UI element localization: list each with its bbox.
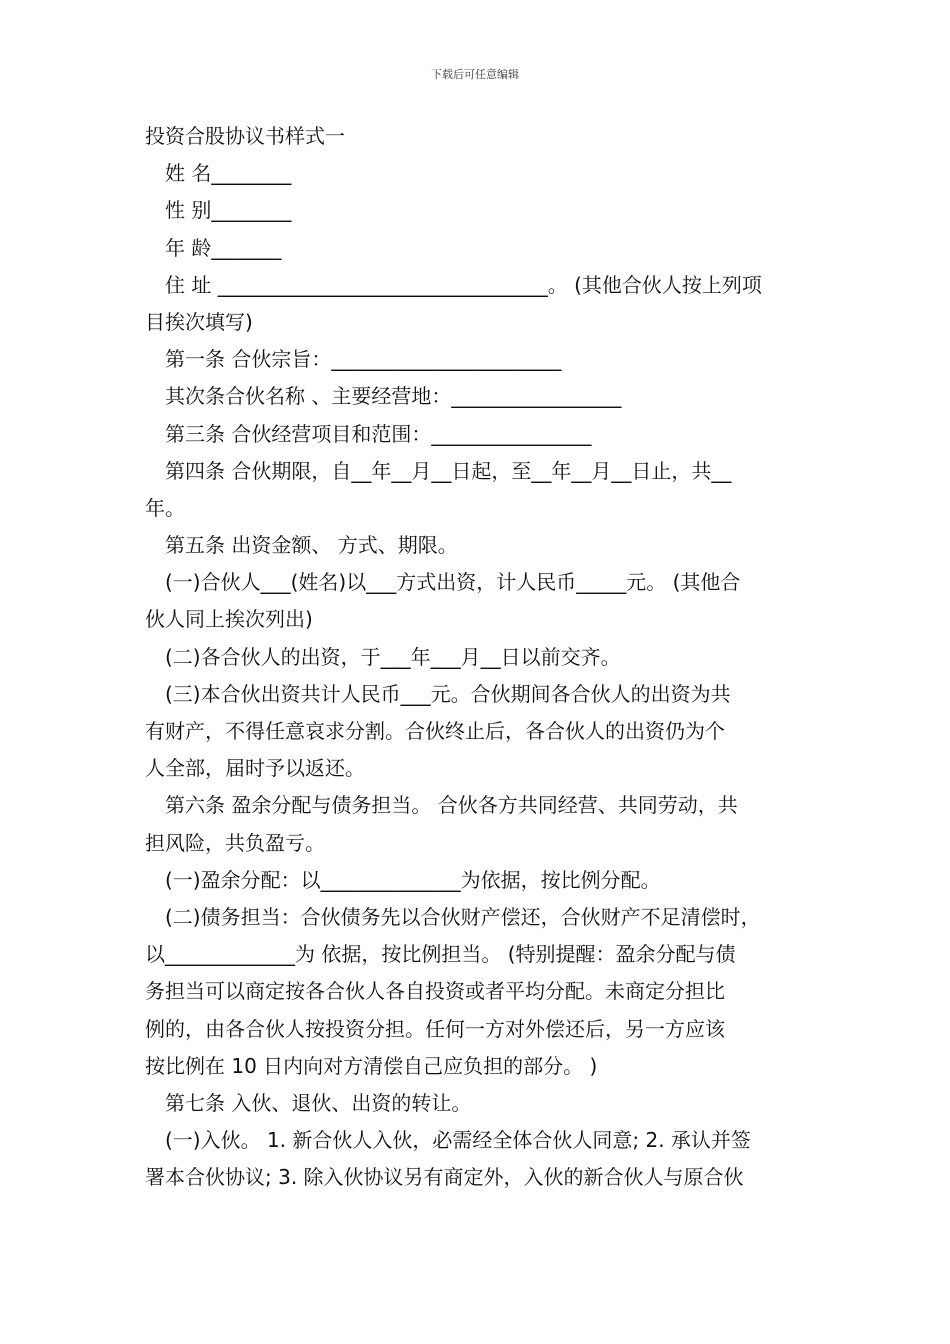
article-4: 第四条 合伙期限，自__年__月__日起，至__年__月__日止，共__ (165, 458, 732, 483)
text-line: 以_____________为 依据，按比例担当。 (特别提醒：盈余分配与债 (145, 942, 736, 967)
article-2: 其次条合伙名称 、主要经营地：_________________ (165, 384, 622, 409)
document-title: 投资合股协议书样式一 (145, 124, 345, 148)
text-line: 伙人同上挨次列出) (145, 607, 313, 632)
page-header: 下载后可任意编辑 (431, 68, 519, 81)
text-line: 目挨次填写) (145, 309, 253, 334)
text-line: 人全部，届时予以返还。 (145, 756, 365, 781)
text-line: 署本合伙协议; 3. 除入伙协议另有商定外，入伙的新合伙人与原合伙 (145, 1165, 744, 1190)
text-line: 务担当可以商定按各合伙人各自投资或者平均分配。未商定分担比 (145, 979, 725, 1004)
clause-5-1: (一)合伙人___(姓名)以___方式出资，计人民币_____元。 (其他合 (165, 570, 741, 595)
article-5: 第五条 出资金额、 方式、期限。 (165, 533, 458, 558)
clause-7-1: (一)入伙。 1. 新合伙人入伙，必需经全体合伙人同意; 2. 承认并签 (165, 1128, 751, 1153)
clause-5-2: (二)各合伙人的出资，于___年___月__日以前交齐。 (165, 644, 621, 669)
clause-6-1: (一)盈余分配：以______________为依据，按比例分配。 (165, 867, 661, 892)
text-line: 担风险，共负盈亏。 (145, 830, 325, 855)
text-line: 年。 (145, 495, 185, 520)
field-age: 年 龄_______ (165, 235, 282, 260)
clause-5-3: (三)本合伙出资共计人民币___元。合伙期间各合伙人的出资为共 (165, 681, 731, 706)
text-line: 有财产，不得任意哀求分割。合伙终止后，各合伙人的出资仍为个 (145, 719, 725, 743)
article-6: 第六条 盈余分配与债务担当。 合伙各方共同经营、共同劳动，共 (165, 793, 738, 818)
text-line: 例的，由各合伙人按投资分担。任何一方对外偿还后，另一方应该 (145, 1016, 725, 1041)
field-name: 姓 名________ (165, 161, 292, 186)
clause-6-2: (二)债务担当：合伙债务先以合伙财产偿还，合伙财产不足清偿时， (165, 904, 761, 929)
article-3: 第三条 合伙经营项目和范围：________________ (165, 421, 592, 446)
field-gender: 性 别________ (165, 198, 292, 223)
text-line: 按比例在 10 日内向对方清偿自己应负担的部分。 ) (145, 1053, 598, 1078)
article-7: 第七条 入伙、退伙、出资的转让。 (165, 1090, 472, 1115)
article-1: 第一条 合伙宗旨：_______________________ (165, 347, 562, 372)
document-body (145, 118, 810, 1196)
field-address: 住 址 _________________________________。 (其他合伙人按上列项 (165, 272, 762, 297)
